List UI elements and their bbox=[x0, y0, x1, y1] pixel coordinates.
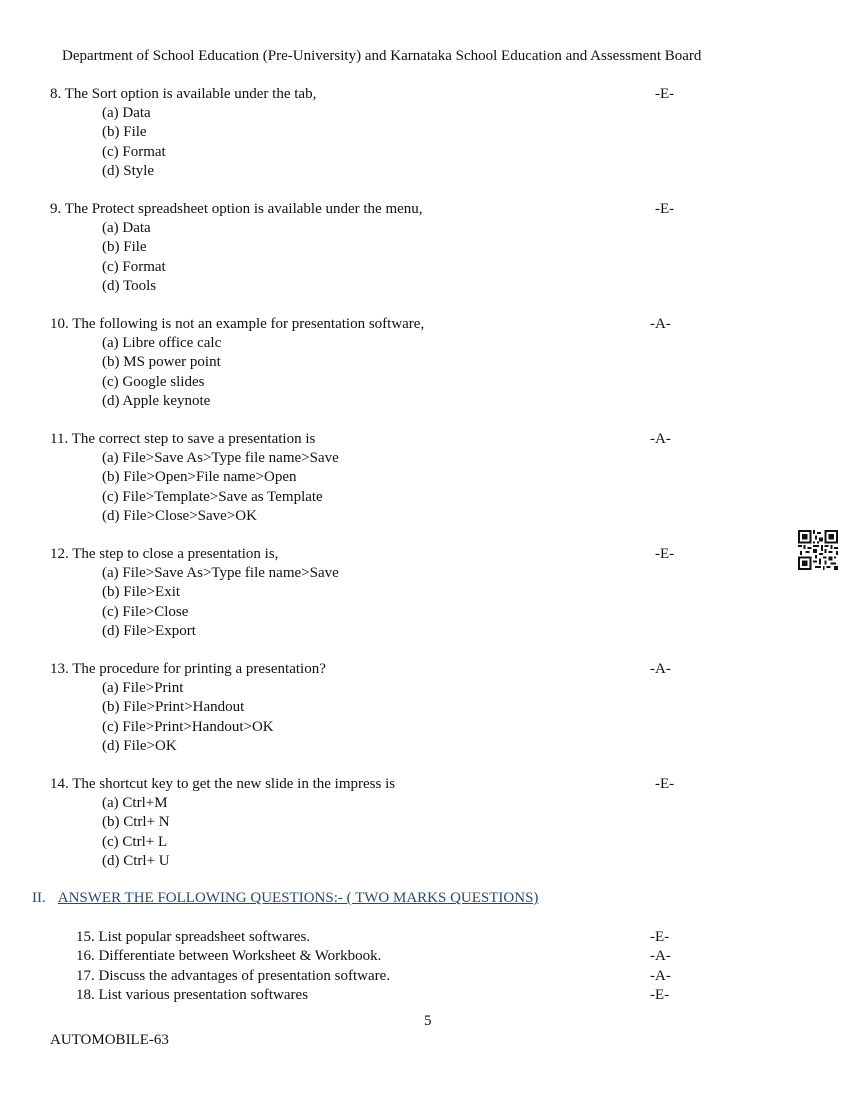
difficulty-level: -A- bbox=[650, 316, 671, 332]
answer-option: (a) File>Print bbox=[102, 680, 184, 696]
answer-option: (b) Ctrl+ N bbox=[102, 814, 170, 831]
question-text: 11. The correct step to save a presentation is bbox=[50, 431, 316, 447]
list-item bbox=[76, 967, 676, 986]
short-answer-list bbox=[76, 928, 676, 1005]
question-text: 12. The step to close a presentation is, bbox=[50, 546, 279, 562]
question-block bbox=[50, 200, 690, 296]
question-block bbox=[50, 660, 690, 756]
question-text: 16. Differentiate between Worksheet & Workbook. bbox=[76, 948, 382, 965]
difficulty-level: -E- bbox=[655, 776, 675, 792]
question-block bbox=[50, 315, 690, 411]
answer-option: (b) File>Open>File name>Open bbox=[102, 469, 297, 486]
answer-option: (c) Format bbox=[102, 143, 166, 160]
question-block bbox=[50, 430, 690, 526]
section-heading bbox=[32, 890, 538, 907]
answer-option: (c) File>Print>Handout>OK bbox=[102, 718, 274, 735]
answer-option: (c) Format bbox=[102, 258, 166, 275]
answer-option: (d) File>Export bbox=[102, 622, 196, 639]
answer-option: (d) Ctrl+ U bbox=[102, 852, 170, 869]
answer-option: (b) MS power point bbox=[102, 354, 221, 371]
answer-option: (d) Style bbox=[102, 162, 155, 179]
list-item bbox=[76, 947, 676, 966]
question-text: 18. List various presentation softwares bbox=[76, 986, 309, 1003]
difficulty-level: -E- bbox=[650, 929, 670, 945]
difficulty-level: -A- bbox=[650, 431, 671, 447]
answer-option: (b) File bbox=[102, 239, 147, 256]
answer-option: (c) Ctrl+ L bbox=[102, 833, 168, 850]
question-text: 9. The Protect spreadsheet option is available under the menu, bbox=[50, 201, 423, 217]
section-number: II. bbox=[32, 890, 46, 906]
page-number: 5 bbox=[424, 1013, 432, 1029]
answer-option: (a) Ctrl+M bbox=[102, 795, 168, 811]
list-item bbox=[76, 928, 676, 947]
answer-option: (b) File>Exit bbox=[102, 584, 181, 601]
question-text: 13. The procedure for printing a presentation? bbox=[50, 661, 326, 677]
page-header: Department of School Education (Pre-University) and Karnataka School Education and Assessment Board bbox=[62, 48, 702, 64]
answer-option: (d) Apple keynote bbox=[102, 392, 211, 409]
difficulty-level: -E- bbox=[655, 201, 675, 217]
question-text: 15. List popular spreadsheet softwares. bbox=[76, 929, 311, 945]
answer-option: (c) File>Close bbox=[102, 603, 189, 620]
section-title: ANSWER THE FOLLOWING QUESTIONS:- ( TWO MARKS QUESTIONS) bbox=[57, 890, 539, 906]
question-text: 8. The Sort option is available under the tab, bbox=[50, 86, 317, 102]
difficulty-level: -E- bbox=[650, 986, 670, 1003]
answer-option: (b) File bbox=[102, 124, 147, 141]
answer-option: (a) File>Save As>Type file name>Save bbox=[102, 450, 339, 466]
answer-option: (c) Google slides bbox=[102, 373, 205, 390]
answer-option: (a) Data bbox=[102, 105, 151, 121]
difficulty-level: -A- bbox=[650, 661, 671, 677]
answer-option: (a) File>Save As>Type file name>Save bbox=[102, 565, 339, 581]
difficulty-level: -A- bbox=[650, 967, 671, 984]
answer-option: (a) Libre office calc bbox=[102, 335, 222, 351]
answer-option: (b) File>Print>Handout bbox=[102, 699, 245, 716]
answer-option: (a) Data bbox=[102, 220, 151, 236]
answer-option: (d) File>Close>Save>OK bbox=[102, 507, 257, 524]
answer-option: (d) Tools bbox=[102, 277, 157, 294]
question-text: 14. The shortcut key to get the new slide in the impress is bbox=[50, 776, 396, 792]
page-footer: AUTOMOBILE-63 bbox=[50, 1032, 169, 1048]
question-text: 17. Discuss the advantages of presentation software. bbox=[76, 967, 391, 984]
list-item bbox=[76, 986, 676, 1005]
difficulty-level: -E- bbox=[655, 546, 675, 562]
answer-option: (c) File>Template>Save as Template bbox=[102, 488, 323, 505]
answer-option: (d) File>OK bbox=[102, 737, 177, 754]
question-text: 10. The following is not an example for presentation software, bbox=[50, 316, 425, 332]
qr-code-icon bbox=[798, 530, 838, 570]
difficulty-level: -E- bbox=[655, 86, 675, 102]
question-block bbox=[50, 545, 690, 641]
question-block bbox=[50, 775, 690, 871]
difficulty-level: -A- bbox=[650, 948, 671, 965]
question-block bbox=[50, 85, 690, 181]
